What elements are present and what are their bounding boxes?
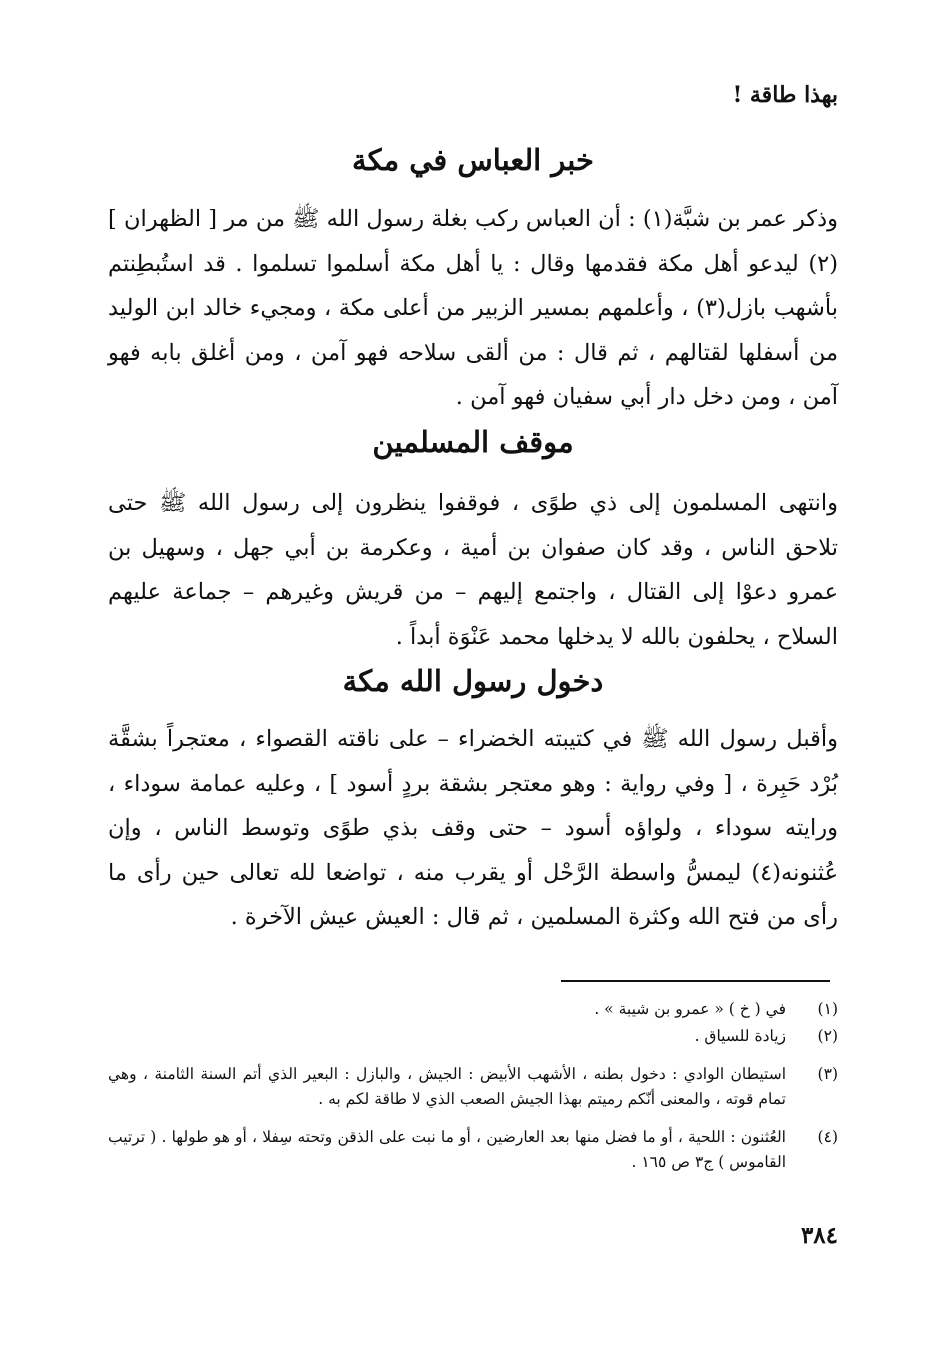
footnote-3 bbox=[108, 1062, 838, 1112]
footnote-2 bbox=[108, 1024, 838, 1049]
footnote-number: (٤) bbox=[817, 1128, 838, 1146]
footnote-number: (١) bbox=[817, 1000, 838, 1018]
section-title-prophet-entry: دخول رسول الله مكة bbox=[342, 664, 604, 698]
footnote-text: زيادة للسياق . bbox=[694, 1027, 786, 1045]
footnote-1 bbox=[108, 997, 838, 1022]
paragraph-prophet-entry: وأقبل رسول الله ﷺ في كتيبته الخضراء – على ناقته القصواء ، معتجراً بشقَّة بُرْد حَبِرة ، [ وفي رواية : وهو معتجر بشقة بردٍ أسود ] ، وعليه عمامة سوداء ، ورايته سوداء ، ولواؤه أسود – حتى وقف بذي طوًى وتوسط الناس ، وإن عُثنونه(٤) ليمسُّ واسطة الرَّحْل أو يقرب منه ، تواضعا لله تعالى حين رأى ما رأى من فتح الله وكثرة المسلمين ، ثم قال : العيش عيش الآخرة . bbox=[108, 726, 838, 930]
section-title-muslims-stance: موقف المسلمين bbox=[372, 425, 574, 459]
footnote-divider bbox=[561, 980, 830, 982]
footnote-4 bbox=[108, 1125, 838, 1175]
footnote-text: استيطان الوادي : دخول بطنه ، الأشهب الأبيض : الجيش ، والبازل : البعير الذي أتم السنة الثامنة ، وهي تمام قوته ، والمعنى أنّكم رميتم بهذا الجيش الصعب الذي لا طاقة لكم به . bbox=[108, 1065, 786, 1108]
running-head: بهذا طاقة ! bbox=[732, 82, 838, 108]
footnote-number: (٢) bbox=[817, 1027, 838, 1045]
page-number: ٣٨٤ bbox=[800, 1222, 838, 1249]
footnote-text: في ( خ ) « عمرو بن شيبة » . bbox=[594, 1000, 786, 1018]
section-title-abbas: خبر العباس في مكة bbox=[352, 143, 594, 177]
footnote-text: العُثنون : اللحية ، أو ما فضل منها بعد العارضين ، أو ما نبت على الذقن وتحته سِفلا ، أو هو طولها . ( ترتيب القاموس ) ج٣ ص ١٦٥ . bbox=[108, 1128, 786, 1171]
paragraph-muslims-stance: وانتهى المسلمون إلى ذي طوًى ، فوقفوا ينظرون إلى رسول الله ﷺ حتى تلاحق الناس ، وقد كان صفوان بن أمية ، وعكرمة بن أبي جهل ، وسهيل بن عمرو دعوْا إلى القتال ، واجتمع إليهم – من قريش وغيرهم – جماعة عليهم السلاح ، يحلفون بالله لا يدخلها محمد عَنْوَة أبداً . bbox=[108, 490, 838, 650]
footnote-number: (٣) bbox=[817, 1065, 838, 1083]
paragraph-abbas: وذكر عمر بن شبَّة(١) : أن العباس ركب بغلة رسول الله ﷺ من مر [ الظهران ](٢) ليدعو أهل مكة فقدمها وقال : يا أهل مكة أسلموا تسلموا . قد استُبطِنتم بأشهب بازل(٣) ، وأعلمهم بمسير الزبير من أعلى مكة ، ومجيء خالد ابن الوليد من أسفلها لقتالهم ، ثم قال : من ألقى سلاحه فهو آمن ، ومن أغلق بابه فهو آمن ، ومن دخل دار أبي سفيان فهو آمن . bbox=[108, 206, 838, 410]
